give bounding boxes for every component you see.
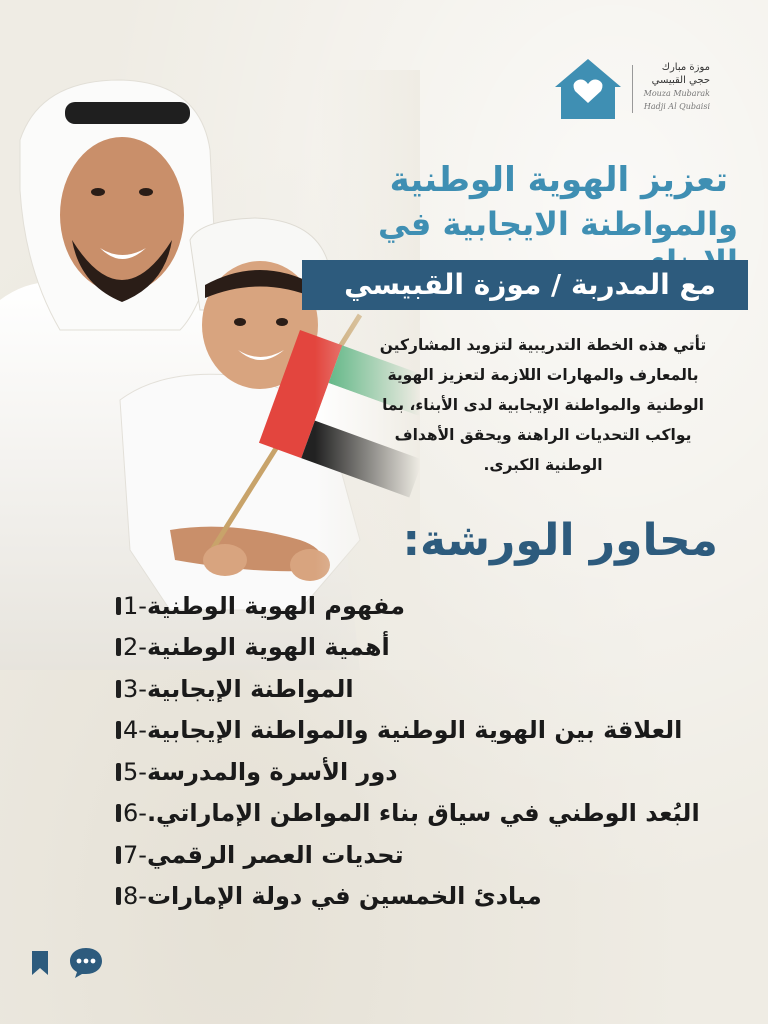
bullet-marker [116, 763, 121, 781]
topic-number: 3- [123, 674, 147, 703]
comment-icon[interactable] [68, 946, 104, 984]
topic-text: أهمية الهوية الوطنية [146, 633, 390, 662]
topic-item [98, 834, 738, 876]
logo-en-line1: Mouza Mubarak [643, 89, 710, 98]
topic-number: 1- [123, 591, 147, 620]
bullet-marker [116, 721, 121, 739]
bullet-marker [116, 638, 121, 656]
topic-item [98, 793, 738, 835]
topics-list [98, 585, 738, 917]
topic-text: العلاقة بين الهوية الوطنية والمواطنة الإيجابية [146, 716, 683, 745]
topic-text: دور الأسرة والمدرسة [146, 757, 398, 786]
logo-text [640, 61, 710, 113]
banner-edge [302, 260, 312, 310]
topic-item [98, 627, 738, 669]
topic-item [98, 751, 738, 793]
trainer-banner: مع المدربة / موزة القبيسي [312, 260, 748, 310]
logo-name-line1: موزة مبارك [661, 62, 710, 73]
footer-actions [30, 946, 104, 984]
topic-number: 8- [123, 882, 147, 911]
workshop-heading: محاور الورشة: [402, 515, 718, 566]
logo-divider [632, 65, 633, 113]
bullet-marker [116, 680, 121, 698]
bullet-marker [116, 887, 121, 905]
bullet-marker [116, 846, 121, 864]
bullet-marker [116, 804, 121, 822]
topic-text: البُعد الوطني في سياق بناء المواطن الإماراتي. [146, 799, 700, 828]
topic-item [98, 585, 738, 627]
intro-paragraph: تأتي هذه الخطة التدريبية لتزويد المشاركين بالمعارف والمهارات اللازمة لتعزيز الهوية الوطنية والمواطنة الإيجابية لدى الأبناء، بما يواكب التحديات الراهنة ويحقق الأهداف الوطنية الكبرى. [379, 336, 707, 474]
topic-item [98, 876, 738, 918]
topic-number: 2- [123, 633, 147, 662]
topic-number: 5- [123, 757, 147, 786]
house-heart-icon [553, 55, 623, 129]
topic-text: مبادئ الخمسين في دولة الإمارات [146, 882, 542, 911]
bookmark-icon[interactable] [30, 949, 50, 981]
logo-name-line2: حجي القبيسي [651, 75, 710, 86]
topic-text: المواطنة الإيجابية [146, 674, 354, 703]
page-title-line2: والمواطنة الايجابية في [378, 205, 738, 243]
topic-text: تحديات العصر الرقمي [146, 840, 404, 869]
logo-en-line2: Hadji Al Qubaisi [643, 102, 710, 111]
topic-number: 7- [123, 840, 147, 869]
page-title-line1: تعزيز الهوية الوطنية [389, 160, 728, 200]
topic-number: 6- [123, 799, 147, 828]
brand-logo [578, 55, 738, 125]
bullet-marker [116, 597, 121, 615]
topic-item [98, 668, 738, 710]
topic-item [98, 710, 738, 752]
topic-text: مفهوم الهوية الوطنية [146, 591, 405, 620]
topic-number: 4- [123, 716, 147, 745]
